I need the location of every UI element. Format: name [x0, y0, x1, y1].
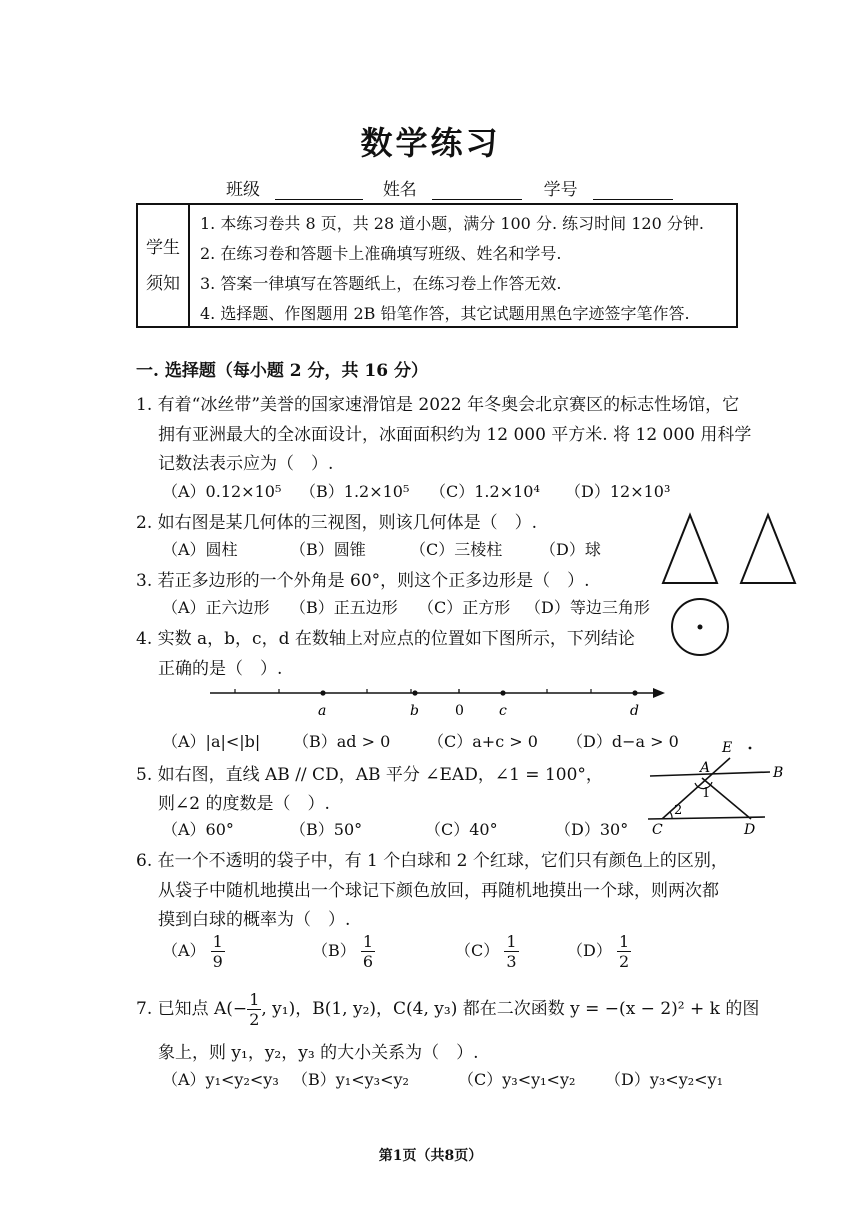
notice-rule-2: 2. 在练习卷和答题卡上准确填写班级、姓名和学号.: [200, 244, 562, 263]
q6-line-2: 从袋子中随机地摸出一个球记下颜色放回，再随机地摸出一个球，则两次都: [158, 881, 719, 901]
section-heading: 一. 选择题（每小题 2 分，共 16 分）: [136, 361, 428, 381]
q3-option-b: （B）正五边形: [290, 598, 398, 617]
q5-option-d: （D）30°: [555, 820, 629, 839]
q6-option-c: [455, 932, 519, 971]
class-label: 班级: [226, 180, 260, 200]
label-E: E: [722, 740, 733, 756]
q6-option-b-numerator: 1: [362, 932, 374, 951]
name-label: 姓名: [382, 180, 417, 200]
q4-line-2: 正确的是（ ）.: [158, 659, 283, 679]
q3-line-1: 3. 若正多边形的一个外角是 60°，则这个正多边形是（ ）.: [136, 571, 590, 591]
notice-rule-1: 1. 本练习卷共 8 页，共 28 道小题，满分 100 分. 练习时间 120 分钟.: [200, 214, 704, 233]
page-footer: 第1页（共8页）: [378, 1148, 483, 1164]
q6-option-b-fraction: [361, 932, 375, 971]
q7-fraction-denominator: 2: [249, 1010, 260, 1029]
q4-option-b: （B）ad > 0: [293, 732, 391, 751]
notice-rule-3: 3. 答案一律填写在答题纸上，在练习卷上作答无效.: [200, 274, 562, 293]
label-zero: 0: [455, 703, 464, 719]
line-cd: [648, 817, 765, 819]
three-view-figure: [655, 505, 805, 665]
q7-line-1-start: 7. 已知点 A(−: [136, 999, 248, 1019]
student-id-blank: [593, 181, 673, 200]
label-angle-2: 2: [674, 803, 683, 818]
q3-option-d: （D）等边三角形: [525, 598, 650, 617]
label-A: A: [700, 760, 711, 776]
parallel-lines-figure: [640, 735, 800, 840]
stray-dot: [749, 747, 752, 750]
q6-line-1: 6. 在一个不透明的袋子中，有 1 个白球和 2 个红球，它们只有颜色上的区别，: [136, 851, 728, 871]
q7-option-c: （C）y₃<y₁<y₂: [458, 1070, 576, 1089]
name-blank: [432, 181, 522, 200]
q6-option-a-label: （A）: [162, 941, 206, 960]
q2-option-d: （D）球: [540, 540, 601, 559]
q6-option-c-fraction: [504, 932, 518, 971]
q6-option-d-fraction: [617, 932, 631, 971]
q7-option-d: （D）y₃<y₂<y₁: [605, 1070, 724, 1089]
q1-option-a: （A）0.12×10⁵: [162, 482, 282, 501]
q6-option-a-denominator: 9: [212, 952, 223, 971]
label-c: c: [499, 703, 507, 719]
q6-option-a-fraction: [211, 932, 225, 971]
q6-option-d-label: （D）: [567, 941, 612, 960]
q2-line-1: 2. 如右图是某几何体的三视图，则该几何体是（ ）.: [136, 513, 538, 533]
page-title: 数学练习: [360, 124, 501, 162]
q7-line-1: [136, 990, 759, 1029]
q6-option-c-numerator: 1: [506, 932, 517, 951]
q6-option-c-denominator: 3: [506, 952, 517, 971]
side-view-triangle: [741, 515, 795, 583]
q7-line-2: 象上，则 y₁，y₂，y₃ 的大小关系为（ ）.: [158, 1043, 479, 1063]
q6-option-b-label: （B）: [312, 941, 356, 960]
point-d: [632, 690, 637, 695]
label-D: D: [744, 822, 756, 838]
q6-line-3: 摸到白球的概率为（ ）.: [158, 910, 351, 930]
top-view-center-dot: [698, 625, 703, 630]
q2-option-c: （C）三棱柱: [410, 540, 503, 559]
point-b: [412, 690, 417, 695]
q5-option-c: （C）40°: [425, 820, 498, 839]
q6-option-b-denominator: 6: [362, 952, 374, 971]
label-b: b: [410, 703, 419, 719]
notice-rule-4: 4. 选择题、作图题用 2B 铅笔作答，其它试题用黑色字迹签字笔作答.: [200, 304, 690, 323]
q6-option-a-numerator: 1: [212, 932, 223, 951]
front-view-triangle: [663, 515, 717, 583]
q1-option-d: （D）12×10³: [565, 482, 671, 501]
q7-fraction: [247, 990, 261, 1029]
q1-line-3: 记数法表示应为（ ）.: [158, 454, 334, 474]
label-C: C: [652, 822, 663, 838]
q4-option-d: （D）d−a > 0: [567, 732, 679, 751]
q6-option-c-label: （C）: [455, 941, 500, 960]
q4-line-1: 4. 实数 a，b，c，d 在数轴上对应点的位置如下图所示，下列结论: [136, 629, 635, 649]
q6-option-a: [162, 932, 225, 971]
q5-option-a: （A）60°: [162, 820, 234, 839]
number-line-figure: [205, 680, 675, 725]
class-blank: [275, 181, 363, 200]
line-ae: [662, 758, 730, 819]
notice-side-line-1: 学生: [146, 238, 180, 258]
student-info-fields: [226, 175, 673, 200]
q6-option-d-numerator: 1: [618, 932, 630, 951]
q2-option-a: （A）圆柱: [162, 540, 238, 559]
q4-option-c: （C）a+c > 0: [428, 732, 538, 751]
q1-line-1: 1. 有着“冰丝带”美誉的国家速滑馆是 2022 年冬奥会北京赛区的标志性场馆，它: [136, 395, 740, 415]
q6-option-b: [312, 932, 375, 971]
notice-side-line-2: 须知: [146, 274, 180, 294]
q3-option-c: （C）正方形: [418, 598, 511, 617]
q7-line-1-end: , y₁)，B(1, y₂)，C(4, y₃) 都在二次函数 y = −(x − 2)² + k 的图: [261, 999, 760, 1019]
q1-line-2: 拥有亚洲最大的全冰面设计，冰面面积约为 12 000 平方米. 将 12 000 用科学: [158, 425, 752, 445]
student-id-label: 学号: [543, 180, 578, 200]
q5-line-1: 5. 如右图，直线 AB // CD，AB 平分 ∠EAD，∠1 = 100°，: [136, 765, 603, 785]
q7-fraction-numerator: 1: [249, 990, 260, 1009]
q7-option-b: （B）y₁<y₃<y₂: [292, 1070, 409, 1089]
label-a: a: [318, 703, 327, 719]
notice-side-label: [138, 205, 190, 326]
q3-option-a: （A）正六边形: [162, 598, 270, 617]
label-B: B: [773, 765, 784, 781]
label-d: d: [630, 703, 639, 719]
q1-option-b: （B）1.2×10⁵: [300, 482, 410, 501]
point-c: [500, 690, 505, 695]
q4-option-a: （A）|a|<|b|: [162, 732, 261, 751]
number-line-arrow: [653, 688, 665, 698]
q6-option-d-denominator: 2: [618, 952, 630, 971]
point-a: [320, 690, 325, 695]
q2-option-b: （B）圆锥: [290, 540, 366, 559]
q5-line-2: 则∠2 的度数是（ ）.: [158, 794, 330, 814]
q5-option-b: （B）50°: [290, 820, 363, 839]
q7-option-a: （A）y₁<y₂<y₃: [162, 1070, 279, 1089]
q1-option-c: （C）1.2×10⁴: [430, 482, 540, 501]
q6-option-d: [567, 932, 631, 971]
label-angle-1: 1: [702, 786, 711, 801]
notice-box: [136, 203, 738, 328]
